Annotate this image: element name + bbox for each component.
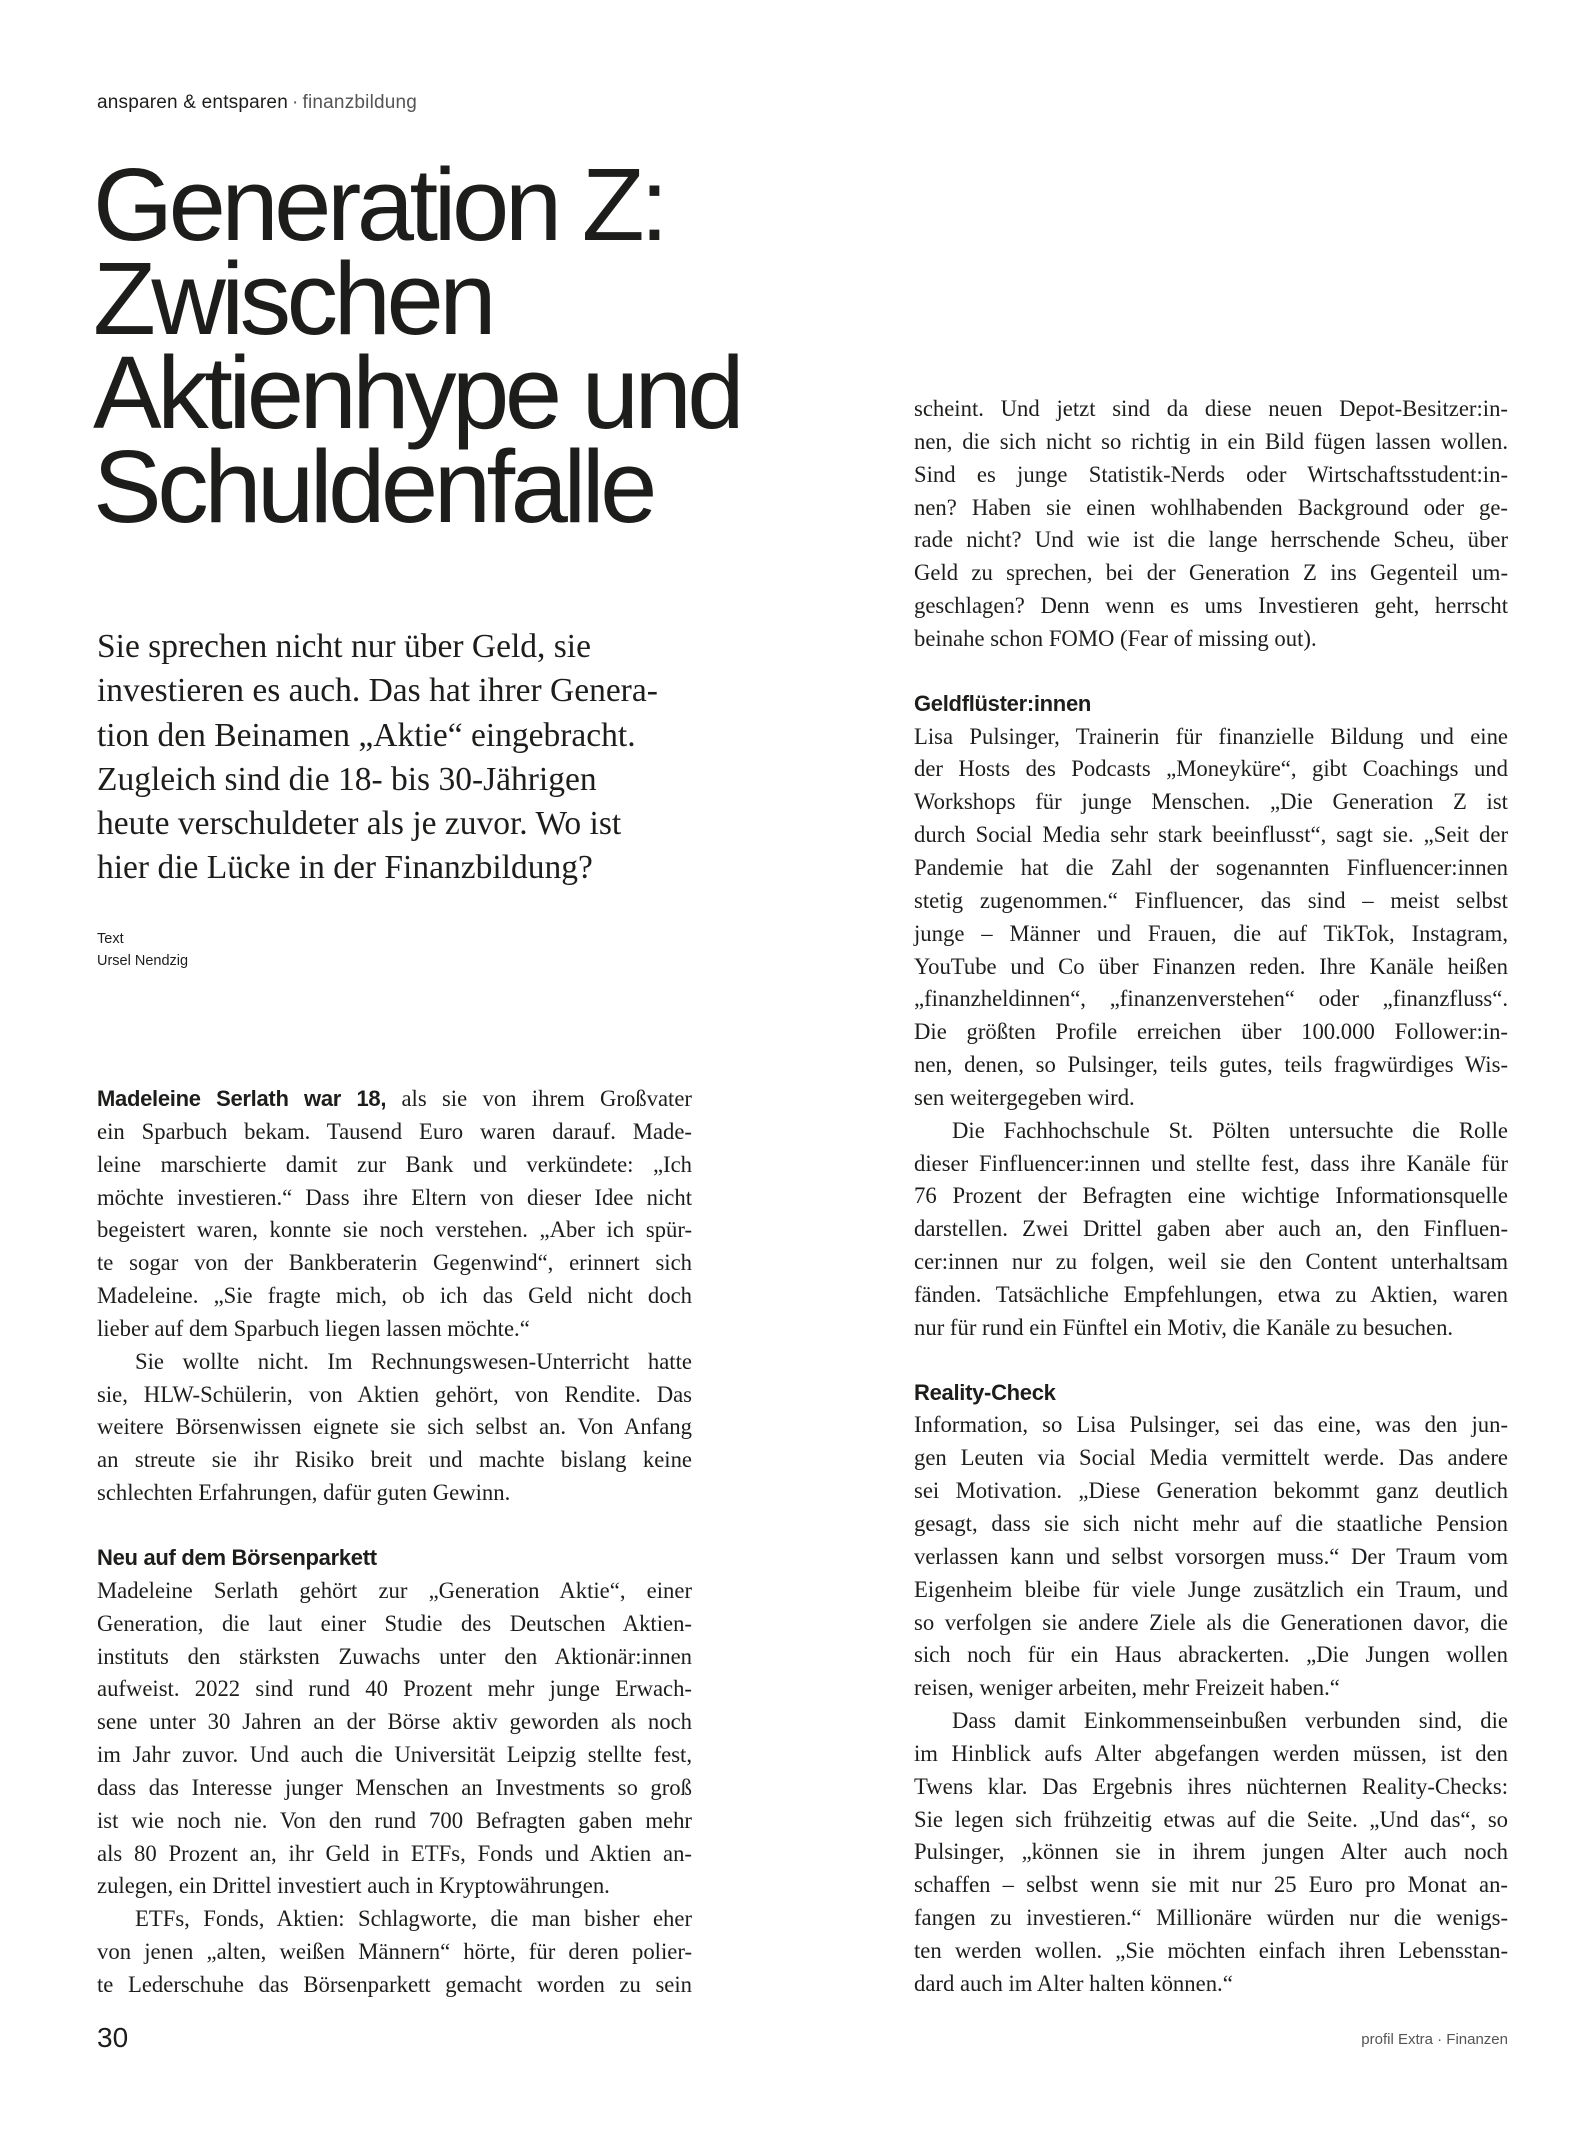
publication-footer: profil Extra · Finanzen [1361, 2031, 1508, 2048]
kicker-separator: · [291, 92, 299, 113]
body-line: durch Social Media sehr stark beeinflusst“, sagt sie. „Seit der [914, 822, 1508, 848]
lead-line: hier die Lücke in der Finanzbildung? [97, 849, 593, 887]
body-line: an streute sie ihr Risiko breit und machte bislang keine [97, 1447, 692, 1473]
body-line: „finanzheldinnen“, „finanzenverstehen“ oder „finanzfluss“. [914, 986, 1508, 1012]
body-line: Dass damit Einkommenseinbußen verbunden sind, die [952, 1708, 1508, 1734]
body-line: scheint. Und jetzt sind da diese neuen Depot-Besitzer:in- [914, 396, 1508, 421]
body-line: begeistert waren, konnte sie noch verstehen. „Aber ich spür- [97, 1217, 692, 1243]
subheading: Geldflüster:innen [914, 690, 1092, 716]
body-line: Sie legen sich frühzeitig etwas auf die Seite. „Und das“, so [914, 1806, 1508, 1832]
body-line: Twens klar. Das Ergebnis ihres nüchternen Reality-Checks: [914, 1773, 1508, 1799]
author-credit [97, 928, 188, 972]
body-line: sene unter 30 Jahren an der Börse aktiv geworden als noch [97, 1709, 692, 1735]
body-line: im Jahr zuvor. Und auch die Universität Leipzig stellte fest, [97, 1742, 692, 1768]
body-line: dard auch im Alter halten können.“ [914, 1970, 1233, 1996]
body-line: junge – Männer und Frauen, die auf TikTok, Instagram, [914, 920, 1508, 946]
body-line: ist wie noch nie. Von den rund 700 Befragten gaben mehr [97, 1807, 692, 1833]
body-line: schaffen – selbst wenn sie mit nur 25 Euro pro Monat an- [914, 1872, 1508, 1898]
body-line: Workshops für junge Menschen. „Die Generation Z ist [914, 789, 1508, 815]
body-line: 76 Prozent der Befragten eine wichtige Informationsquelle [914, 1183, 1508, 1209]
body-line: sei Motivation. „Diese Generation bekommt ganz deutlich [914, 1478, 1508, 1504]
lead-line: Zugleich sind die 18- bis 30-Jährigen [97, 760, 597, 798]
body-line: dass das Interesse junger Menschen an Investments so groß [97, 1774, 692, 1800]
body-line: YouTube und Co über Finanzen reden. Ihre Kanäle heißen [914, 953, 1508, 979]
body-line: gen Leuten via Social Media vermittelt werde. Das andere [914, 1445, 1508, 1471]
body-line: stetig zugenommen.“ Finfluencer, das sind – meist selbst [914, 887, 1508, 913]
body-column-right [914, 393, 1508, 2001]
body-line: Pandemie hat die Zahl der sogenannten Finfluencer:innen [914, 854, 1508, 880]
body-line: Madeleine. „Sie fragte mich, ob ich das Geld nicht doch [97, 1283, 692, 1309]
body-line: dieser Finfluencer:innen und stellte fest, dass ihre Kanäle für [914, 1150, 1508, 1176]
body-line: instituts den stärksten Zuwachs unter den Aktionär:innen [97, 1643, 692, 1669]
body-line: Madeleine Serlath war 18, als sie von ihrem Großvater [97, 1086, 692, 1111]
lead-line: investieren es auch. Das hat ihrer Genera- [97, 672, 658, 710]
body-line: zulegen, ein Drittel investiert auch in Kryptowährungen. [97, 1873, 610, 1899]
body-line: cer:innen nur zu folgen, weil sie den Content unterhaltsam [914, 1249, 1508, 1275]
lead-line: heute verschuldeter als je zuvor. Wo ist [97, 805, 622, 843]
credit-label: Text [97, 931, 124, 947]
body-line: Madeleine Serlath gehört zur „Generation Aktie“, einer [97, 1577, 692, 1603]
body-line: Lisa Pulsinger, Trainerin für finanzielle Bildung und eine [914, 723, 1508, 749]
body-line: te sogar von der Bankberaterin Gegenwind“, erinnert sich [97, 1250, 692, 1276]
credit-author: Ursel Nendzig [97, 953, 189, 969]
body-line: Eigenheim bleibe für viele Junge zusätzlich ein Traum, und [914, 1576, 1508, 1602]
section-kicker [97, 92, 417, 114]
headline-line: Aktienhype und [93, 335, 741, 450]
body-line: ten werden wollen. „Sie möchten einfach ihren Lebensstan- [914, 1937, 1508, 1963]
body-line: von jenen „alten, weißen Männern“ hörte, für deren polier- [97, 1939, 692, 1965]
lead-in: Madeleine Serlath war 18, [97, 1086, 387, 1111]
body-line: nen, denen, so Pulsinger, teils gutes, teils fragwürdiges Wis- [914, 1052, 1508, 1078]
body-line: Information, so Lisa Pulsinger, sei das eine, was den jun- [914, 1412, 1508, 1438]
body-line: sich noch für ein Haus abrackerten. „Die Jungen wollen [914, 1642, 1508, 1668]
headline-line: Generation Z: [93, 147, 665, 262]
article-headline [93, 147, 793, 544]
body-line: möchte investieren.“ Dass ihre Eltern von dieser Idee nicht [97, 1184, 692, 1210]
body-line: verlassen kann und selbst vorsorgen muss.“ Der Traum vom [914, 1543, 1508, 1569]
body-line: ETFs, Fonds, Aktien: Schlagworte, die man bisher eher [135, 1906, 692, 1932]
body-line: ein Sparbuch bekam. Tausend Euro waren darauf. Made- [97, 1118, 692, 1144]
body-line: gesagt, dass sie sich nicht mehr auf die staatliche Pension [914, 1511, 1508, 1536]
body-line: so verfolgen sie andere Ziele als die Generationen davor, die [914, 1609, 1508, 1635]
lead-line: Sie sprechen nicht nur über Geld, sie [97, 628, 591, 665]
body-line: Pulsinger, „können sie in ihrem jungen Alter auch noch [914, 1839, 1508, 1865]
body-line: sie, HLW-Schülerin, von Aktien gehört, von Rendite. Das [97, 1381, 692, 1407]
subheading: Neu auf dem Börsenparkett [97, 1544, 377, 1570]
body-line: fänden. Tatsächliche Empfehlungen, etwa zu Aktien, waren [914, 1281, 1508, 1307]
body-line: sen weitergegeben wird. [914, 1084, 1135, 1110]
body-line: nur für rund ein Fünftel ein Motiv, die Kanäle zu besuchen. [914, 1314, 1454, 1340]
body-line: im Hinblick aufs Alter abgefangen werden müssen, ist den [914, 1740, 1508, 1766]
body-line: aufweist. 2022 sind rund 40 Prozent mehr junge Erwach- [97, 1676, 692, 1702]
body-line: te Lederschuhe das Börsenparkett gemacht worden zu sein [97, 1971, 692, 1997]
section-label: ansparen & entsparen [97, 92, 288, 113]
body-line: reisen, weniger arbeiten, mehr Freizeit haben.“ [914, 1675, 1340, 1701]
article-lead [97, 625, 697, 891]
body-line: darstellen. Zwei Drittel gaben aber auch an, den Finfluen- [914, 1216, 1508, 1242]
body-line: leine marschierte damit zur Bank und verkündete: „Ich [97, 1151, 692, 1177]
page-number: 30 [97, 2022, 129, 2053]
headline-line: Zwischen [93, 241, 493, 356]
subsection-label: finanzbildung [302, 92, 418, 113]
body-column-left [97, 1083, 692, 2002]
body-line: Die Fachhochschule St. Pölten untersuchte die Rolle [952, 1117, 1508, 1143]
body-line: beinahe schon FOMO (Fear of missing out). [914, 625, 1317, 651]
body-line: schlechten Erfahrungen, dafür guten Gewinn. [97, 1480, 511, 1506]
body-line: geschlagen? Denn wenn es ums Investieren geht, herrscht [914, 593, 1508, 619]
body-line: als 80 Prozent an, ihr Geld in ETFs, Fonds und Aktien an- [97, 1840, 692, 1866]
body-line: nen, die sich nicht so richtig in ein Bild fügen lassen wollen. [914, 428, 1508, 454]
body-line: weitere Börsenwissen eignete sie sich selbst an. Von Anfang [97, 1414, 692, 1440]
headline-line: Schuldenfalle [93, 429, 653, 544]
body-line: lieber auf dem Sparbuch liegen lassen möchte.“ [97, 1315, 530, 1341]
body-line: Sind es junge Statistik-Nerds oder Wirtschaftsstudent:in- [914, 461, 1508, 487]
body-line: Die größten Profile erreichen über 100.000 Follower:in- [914, 1019, 1508, 1045]
body-line: Generation, die laut einer Studie des Deutschen Aktien- [97, 1610, 692, 1636]
body-line: der Hosts des Podcasts „Moneyküre“, gibt Coachings und [914, 756, 1508, 782]
lead-line: tion den Beinamen „Aktie“ eingebracht. [97, 716, 636, 754]
body-line: Sie wollte nicht. Im Rechnungswesen-Unterricht hatte [135, 1348, 692, 1374]
body-line: rade nicht? Und wie ist die lange herrschende Scheu, über [914, 527, 1508, 553]
subheading: Reality-Check [914, 1379, 1056, 1405]
body-line: Geld zu sprechen, bei der Generation Z ins Gegenteil um- [914, 560, 1508, 586]
body-line: nen? Haben sie einen wohlhabenden Background oder ge- [914, 494, 1508, 520]
body-line: fangen zu investieren.“ Millionäre würden nur die wenigs- [914, 1905, 1508, 1931]
